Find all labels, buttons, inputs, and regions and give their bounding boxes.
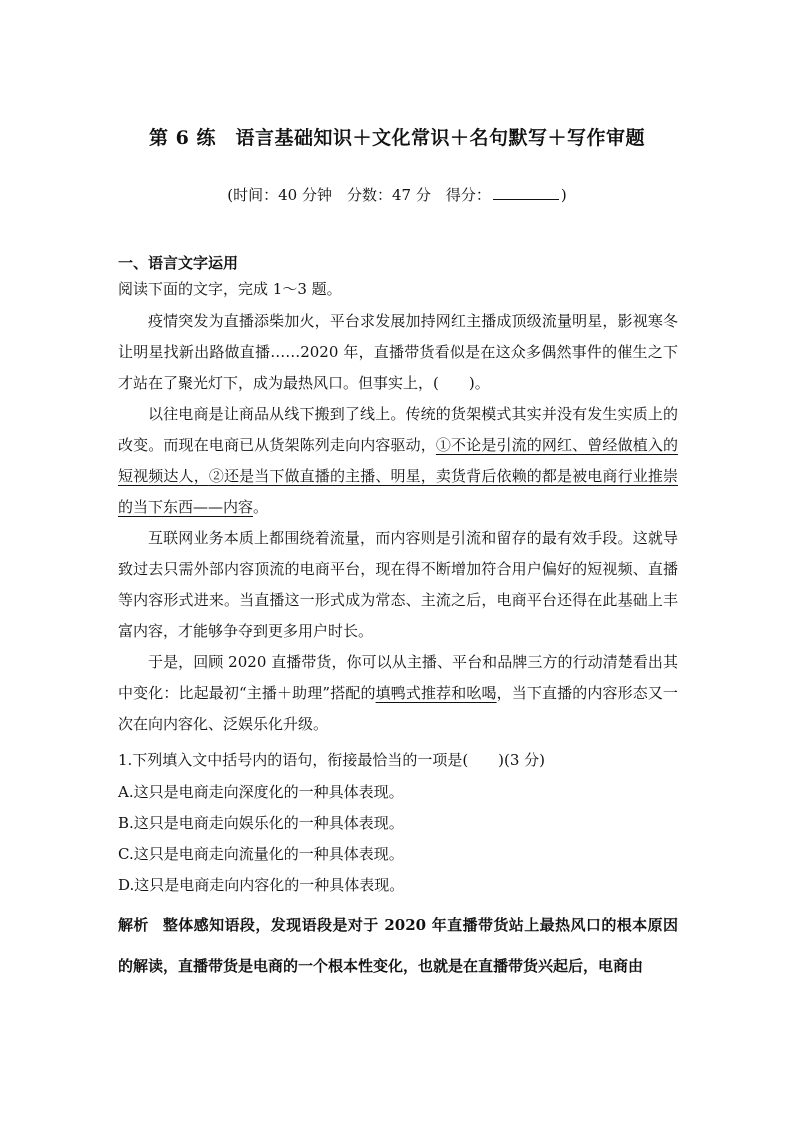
section-intro: 阅读下面的文字，完成 1～3 题。 [118,280,342,298]
option-b: B.这只是电商走向娱乐化的一种具体表现。 [118,814,404,832]
passage-paragraph-2 [118,399,678,523]
analysis-text: 整体感知语段，发现语段是对于 2020 年直播带货站上最热风口的根本原因的解读，直播带货是电商的一个根本性变化，也就是在直播带货兴起后，电商由 [118,916,678,975]
option-c: C.这只是电商走向流量化的一种具体表现。 [118,845,404,863]
underlined-sentence-2: ②还是当下做直播的主播、明星，卖货背后依赖的都是被电商行业推崇的当下东西——内容 [118,467,678,516]
option-d: D.这只是电商走向内容化的一种具体表现。 [118,876,405,894]
underlined-sentence-1: ①不论是引流的网红、曾经做植入的短视频达人， [118,436,678,485]
exam-meta [0,184,794,205]
analysis-label: 解析 [118,916,149,934]
passage-paragraph-3: 互联网业务本质上都围绕着流量，而内容则是引流和留存的最有效手段。这就导致过去只需外部内容顶流的电商平台，现在得不断增加符合用户偏好的短视频、直播等内容形式进来。当直播这一形式成为常态、主流之后，电商平台还得在此基础上丰富内容，才能够争夺到更多用户时长。 [118,529,678,640]
option-a: A.这只是电商走向深度化的一种具体表现。 [118,783,404,801]
underlined-phrase: 填鸭式推荐和吆喝 [375,684,497,702]
paragraph-2-text: 以往电商是让商品从线下搬到了线上。传统的货架模式其实并没有发生实质上的改变。而现在电商已从货架陈列走向内容驱动， [118,405,678,454]
question-1-stem: 1.下列填入文中括号内的语句，衔接最恰当的一项是( )(3 分) [118,751,546,769]
page-title: 第 6 练 语言基础知识＋文化常识＋名句默写＋写作审题 [149,127,645,149]
score-blank [493,185,559,200]
analysis [118,905,678,987]
exam-meta-close: ) [560,186,567,204]
main-content [118,250,678,987]
paragraph-2-end: 。 [253,498,269,516]
paragraph-4-text-a: 于是，回顾 2020 直播带货，你可以从主播、平台和品牌三方的行动清楚看出其中变化：比起最初“主播＋助理”搭配的 [118,653,678,702]
exam-meta-text: (时间：40 分钟 分数：47 分 得分： [227,186,491,204]
paragraph-4-text-b: ，当下直播的内容形态又一次在向内容化、泛娱乐化升级。 [118,684,678,733]
passage-paragraph-1: 疫情突发为直播添柴加火，平台求发展加持网红主播成顶级流量明星，影视寒冬让明星找新出路做直播……2020 年，直播带货看似是在这众多偶然事件的催生之下才站在了聚光灯下，成为最热风口。但事实上，( )。 [118,312,678,392]
section-title: 一、语言文字运用 [118,254,239,272]
passage-paragraph-4 [118,647,678,740]
